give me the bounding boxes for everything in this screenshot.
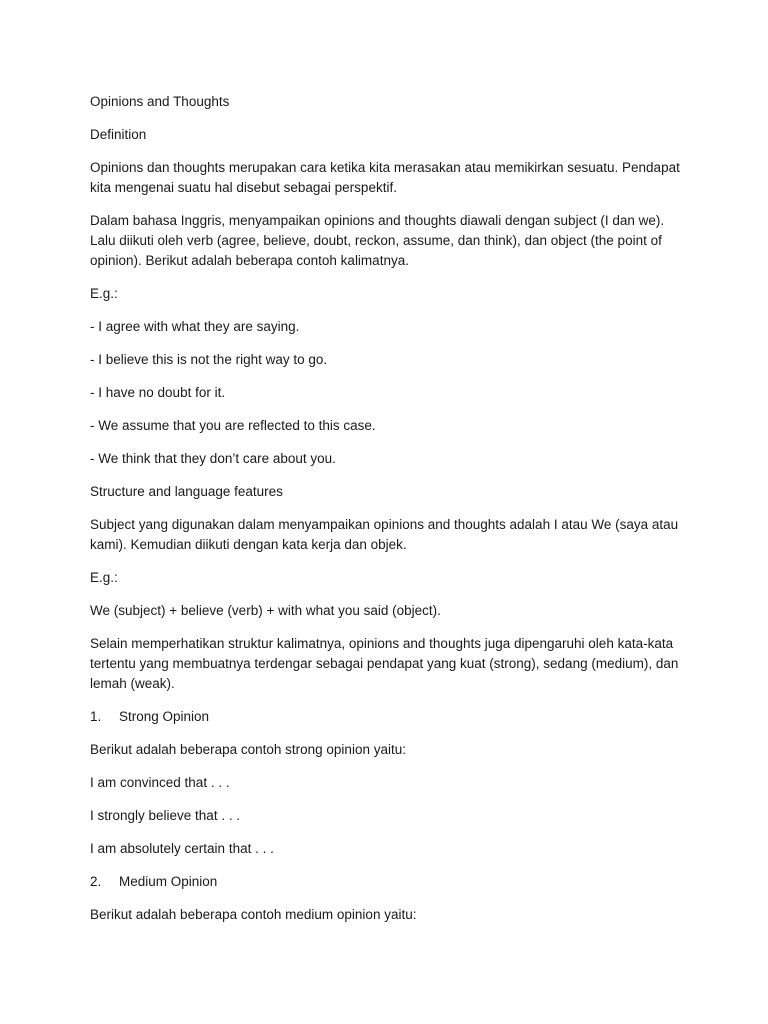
medium-opinion-intro: Berikut adalah beberapa contoh medium opinion yaitu: [90, 907, 417, 922]
list-number: 1. [90, 709, 102, 724]
intro-paragraph: Dalam bahasa Inggris, menyampaikan opinions and thoughts diawali dengan subject (I dan we). Lalu diikuti oleh verb (agree, believe, doubt, reckon, assume, dan think), dan object (the point of opinion). Berikut adalah beberapa contoh kalimatnya. [90, 213, 665, 268]
example-label: E.g.: [90, 286, 118, 301]
strong-opinion-intro: Berikut adalah beberapa contoh strong opinion yaitu: [90, 742, 406, 757]
definition-paragraph: Opinions dan thoughts merupakan cara ketika kita merasakan atau memikirkan sesuatu. Pendapat kita mengenai suatu hal disebut sebagai perspektif. [90, 160, 680, 195]
strong-opinion-phrase: I am absolutely certain that . . . [90, 841, 274, 856]
example-sentence: - I agree with what they are saying. [90, 319, 300, 334]
medium-opinion-heading [90, 872, 690, 892]
formula-line: We (subject) + believe (verb) + with what you said (object). [90, 603, 441, 618]
structure-paragraph: Subject yang digunakan dalam menyampaikan opinions and thoughts adalah I atau We (saya atau kami). Kemudian diikuti dengan kata kerja dan objek. [90, 517, 679, 552]
definition-heading: Definition [90, 127, 147, 142]
strong-opinion-heading [90, 707, 690, 727]
strong-opinion-phrase: I strongly believe that . . . [90, 808, 241, 823]
example-sentence: - We assume that you are reflected to this case. [90, 418, 376, 433]
strong-opinion-phrase: I am convinced that . . . [90, 775, 230, 790]
strength-paragraph: Selain memperhatikan struktur kalimatnya, opinions and thoughts juga dipengaruhi oleh kata-kata tertentu yang membuatnya terdengar sebagai pendapat yang kuat (strong), sedang (medium), dan lemah (weak). [90, 636, 679, 691]
example-sentence: - I believe this is not the right way to go. [90, 352, 328, 367]
example-label: E.g.: [90, 570, 118, 585]
structure-heading: Structure and language features [90, 484, 283, 499]
example-sentence: - I have no doubt for it. [90, 385, 226, 400]
list-number: 2. [90, 874, 102, 889]
example-sentence: - We think that they don’t care about you. [90, 451, 336, 466]
list-heading-label: Strong Opinion [119, 709, 210, 724]
document-title: Opinions and Thoughts [90, 94, 230, 109]
list-heading-label: Medium Opinion [119, 874, 218, 889]
document-body [90, 92, 690, 938]
